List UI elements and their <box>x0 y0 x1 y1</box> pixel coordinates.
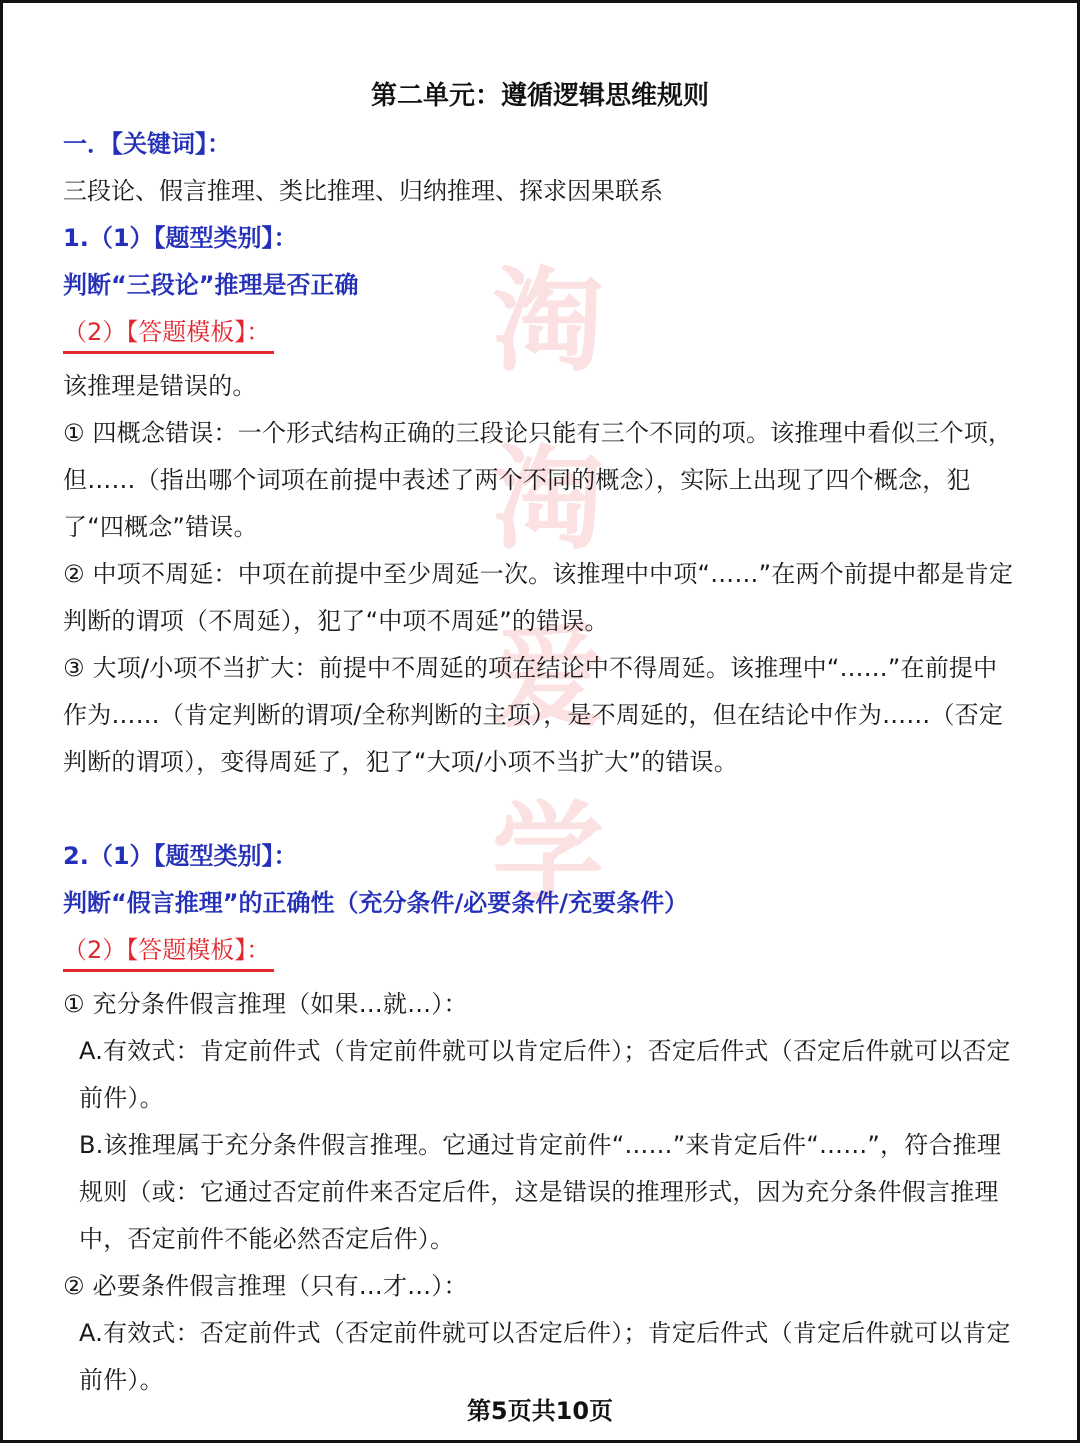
watermark-char: 爱 <box>492 612 604 743</box>
q2-type-label: 2.（1）【题型类别】： <box>63 842 298 870</box>
q1-item-2: ② 中项不周延：中项在前提中至少周延一次。该推理中中项“……”在两个前提中都是肯定判断的谓项（不周延），犯了“中项不周延”的错误。 <box>63 560 1014 635</box>
q2-item-1-b: B.该推理属于充分条件假言推理。它通过肯定前件“……”来肯定后件“……”，符合推理规则（或：它通过否定前件来否定后件，这是错误的推理形式，因为充分条件假言推理中，否定前件不能必然否定后件）。 <box>79 1131 1002 1253</box>
watermark-char: 淘 <box>492 256 604 387</box>
q1-template-label: （2）【答题模板】： <box>63 313 274 354</box>
q1-type-text: 判断“三段论”推理是否正确 <box>63 271 359 299</box>
q2-type-text: 判断“假言推理”的正确性（充分条件/必要条件/充要条件） <box>63 889 689 917</box>
q1-intro: 该推理是错误的。 <box>63 372 257 400</box>
q1-item-3: ③ 大项/小项不当扩大：前提中不周延的项在结论中不得周延。该推理中“……”在前提中作为……（肯定判断的谓项/全称判断的主项），是不周延的，但在结论中作为……（否定判断的谓项），变得周延了，犯了“大项/小项不当扩大”的错误。 <box>63 654 1004 776</box>
q2-item-1-a: A.有效式：肯定前件式（肯定前件就可以肯定后件）；否定后件式（否定后件就可以否定前件）。 <box>79 1037 1011 1112</box>
keywords-text: 三段论、假言推理、类比推理、归纳推理、探求因果联系 <box>63 177 663 205</box>
q2-item-2-a: A.有效式：否定前件式（否定前件就可以否定后件）；肯定后件式（肯定后件就可以肯定前件）。 <box>79 1319 1011 1394</box>
q1-type-label: 1.（1）【题型类别】： <box>63 224 298 252</box>
q2-item-1-title: ① 充分条件假言推理（如果…就…）： <box>63 990 468 1018</box>
page-title: 第二单元：遵循逻辑思维规则 <box>370 81 709 111</box>
q2-item-2-title: ② 必要条件假言推理（只有…才…）： <box>63 1272 468 1300</box>
page-footer: 第5页共10页 <box>466 1397 614 1425</box>
watermark-char: 学 <box>492 790 604 921</box>
watermark-char: 淘 <box>492 434 604 565</box>
q1-item-1: ① 四概念错误：一个形式结构正确的三段论只能有三个不同的项。该推理中看似三个项，但……（指出哪个词项在前提中表述了两个不同的概念），实际上出现了四个概念，犯了“四概念”错误。 <box>63 419 1013 541</box>
keywords-heading: 一．【关键词】： <box>63 130 231 158</box>
spacer <box>63 786 1017 833</box>
q2-template-label: （2）【答题模板】： <box>63 931 274 972</box>
document-content <box>3 3 1077 1404</box>
